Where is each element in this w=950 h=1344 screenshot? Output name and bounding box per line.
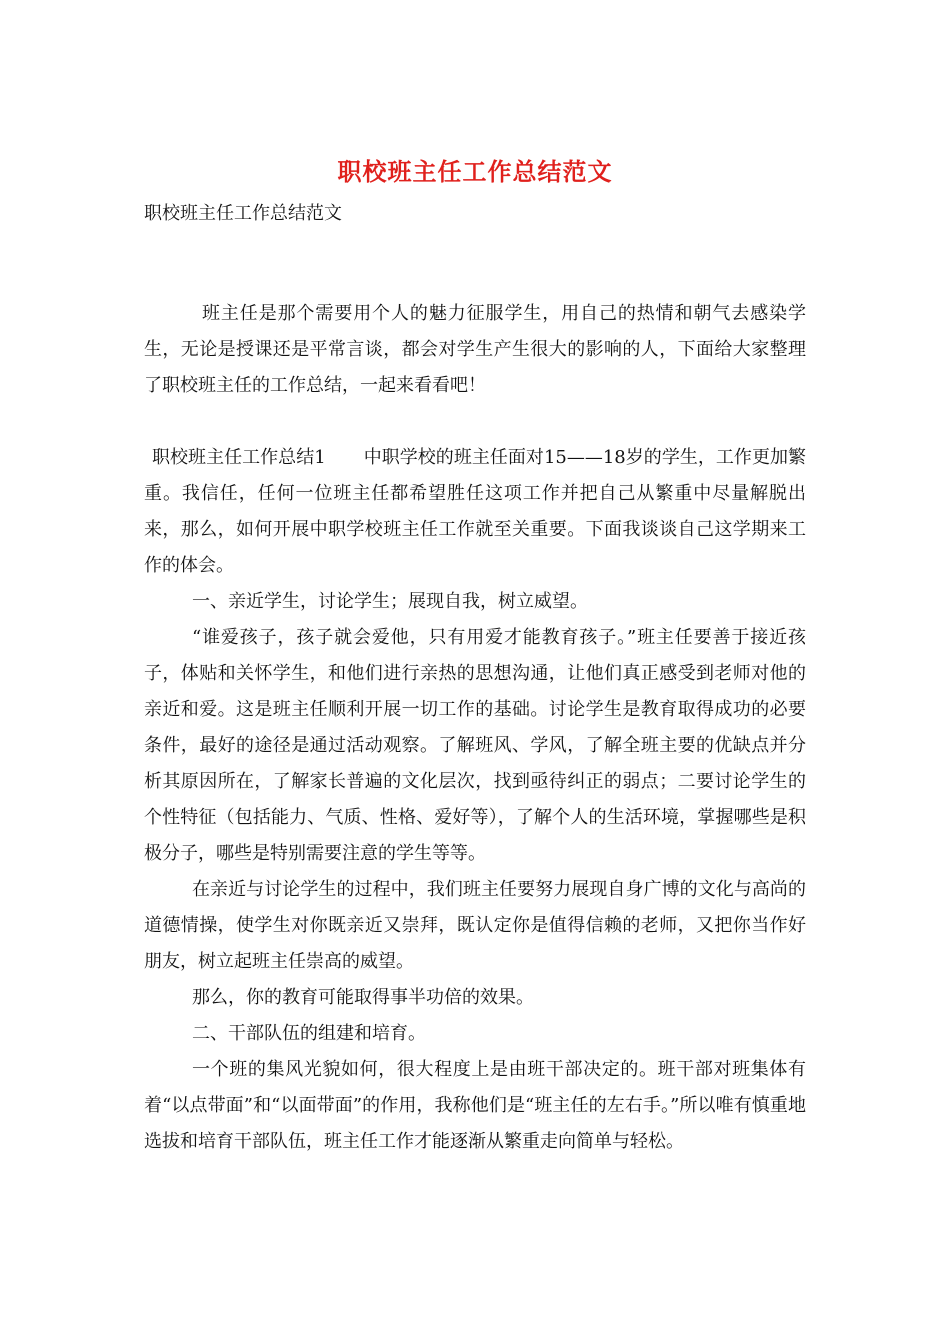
section-1 bbox=[144, 440, 806, 1160]
section-lead-paragraph bbox=[144, 440, 806, 584]
intro-paragraph: 班主任是那个需要用个人的魅力征服学生，用自己的热情和朝气去感染学生，无论是授课还是平常言谈，都会对学生产生很大的影响的人，下面给大家整理了职校班主任的工作总结，一起来看看吧！ bbox=[144, 303, 806, 396]
body-paragraph: 二、干部队伍的组建和培育。 bbox=[192, 1023, 426, 1044]
intro-block bbox=[144, 296, 806, 404]
body-paragraph: 一、亲近学生，讨论学生；展现自我，树立威望。 bbox=[192, 591, 588, 612]
body-paragraph: 在亲近与讨论学生的过程中，我们班主任要努力展现自身广博的文化与高尚的道德情操，使学生对你既亲近又崇拜，既认定你是值得信赖的老师，又把你当作好朋友，树立起班主任崇高的威望。 bbox=[144, 879, 806, 972]
body-paragraph: 那么，你的教育可能取得事半功倍的效果。 bbox=[192, 987, 534, 1008]
body-paragraph: “谁爱孩子，孩子就会爱他，只有用爱才能教育孩子。”班主任要善于接近孩子，体贴和关怀学生，和他们进行亲热的思想沟通，让他们真正感受到老师对他的亲近和爱。这是班主任顺利开展一切工作的基础。讨论学生是教育取得成功的必要条件，最好的途径是通过活动观察。了解班风、学风，了解全班主要的优缺点并分析其原因所在，了解家长普遍的文化层次，找到亟待纠正的弱点；二要讨论学生的个性特征（包括能力、气质、性格、爱好等），了解个人的生活环境，掌握哪些是积极分子，哪些是特别需要注意的学生等等。 bbox=[144, 627, 806, 864]
document-title: 职校班主任工作总结范文 bbox=[337, 157, 613, 186]
section-heading: 职校班主任工作总结1 bbox=[152, 447, 326, 468]
section-lead-text: 中职学校的班主任面对15——18岁的学生，工作更加繁重。我信任，任何一位班主任都希望胜任这项工作并把自己从繁重中尽量解脱出来，那么，如何开展中职学校班主任工作就至关重要。下面我谈谈自己这学期来工作的体会。 bbox=[144, 447, 806, 576]
document-subtitle: 职校班主任工作总结范文 bbox=[144, 203, 342, 224]
body-paragraph: 一个班的集风光貌如何，很大程度上是由班干部决定的。班干部对班集体有着“以点带面”和“以面带面”的作用，我称他们是“班主任的左右手。”所以唯有慎重地选拔和培育干部队伍，班主任工作才能逐渐从繁重走向简单与轻松。 bbox=[144, 1059, 806, 1152]
